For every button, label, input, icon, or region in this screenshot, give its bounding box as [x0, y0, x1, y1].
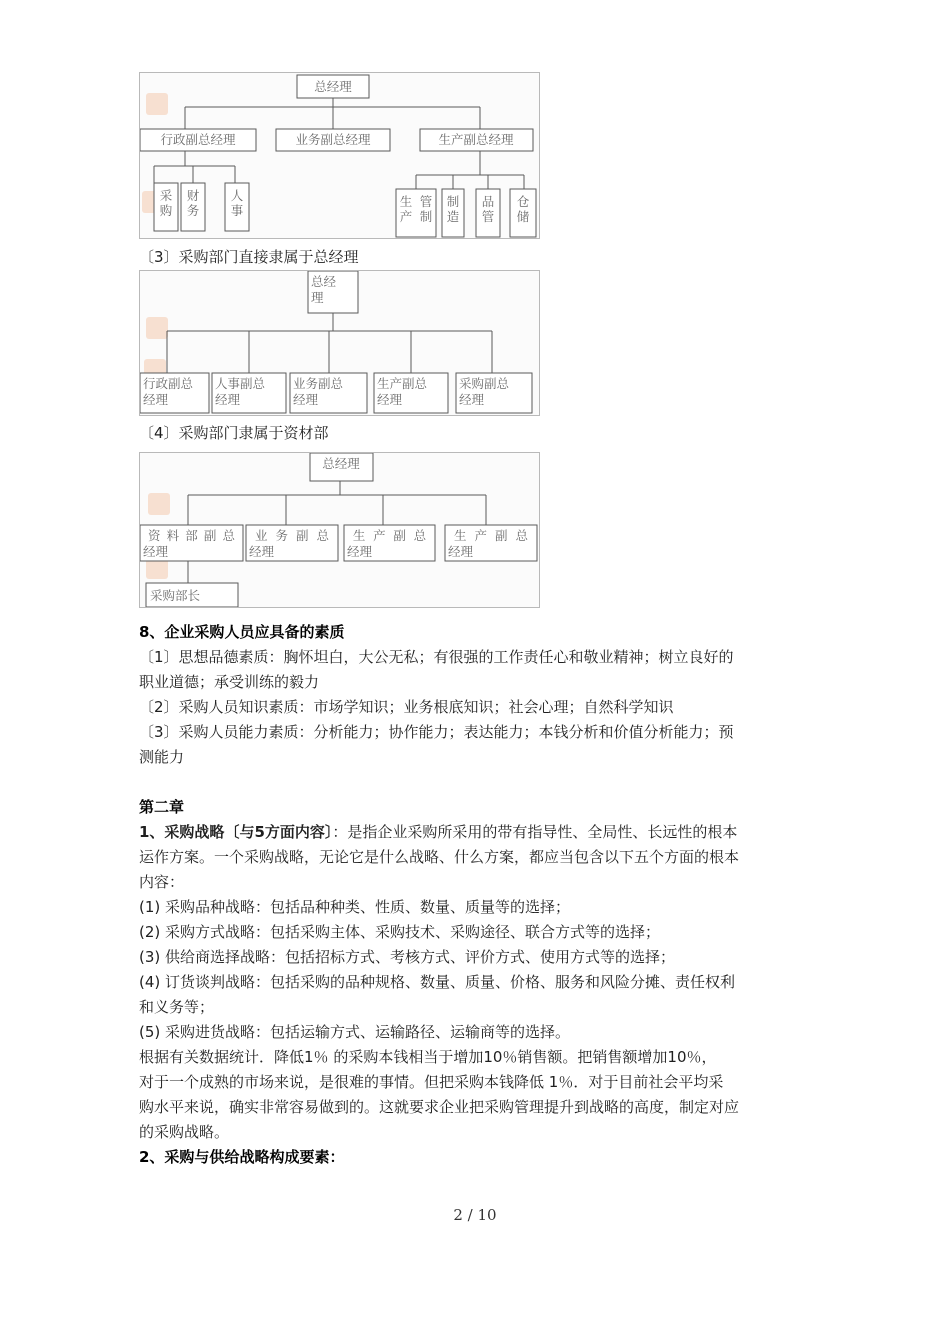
org-node-text: 产 [474, 528, 488, 543]
paragraph-line: 内容： [139, 873, 185, 891]
org-node-dept-vertical [154, 183, 178, 231]
org-node-text: 理 [311, 290, 324, 305]
org-node-vp-wrapped [344, 525, 435, 561]
paragraph-line: 的采购战略。 [139, 1123, 230, 1141]
question-intro: ：是指企业采购所采用的带有指导性、全局性、长远性的根本 [332, 823, 738, 841]
paragraph-line: 〔3〕采购人员能力素质：分析能力；协作能力；表达能力；本钱分析和价值分析能力；预 [139, 723, 734, 741]
org-node-text: 副 [393, 528, 406, 543]
org-node-text: 务 [186, 203, 200, 218]
org-node-dept-vertical [442, 189, 464, 237]
org-node-text: 总 [515, 528, 529, 543]
org-node-root-label: 总经理 [314, 79, 352, 94]
paragraph-line: 运作方案。一个采购战略，无论它是什么战略、什么方案，都应当包含以下五个方面的根本 [139, 848, 740, 866]
org-node-sub-label: 采购部长 [150, 588, 201, 603]
org-node-text: 资 [148, 528, 161, 543]
org-node-text: 总 [413, 528, 427, 543]
org-node-text: 副 [494, 528, 508, 543]
org-node-vp-wrapped [140, 373, 209, 413]
org-chart-1-svg [140, 73, 539, 238]
org-node-vp-wrapped [246, 525, 338, 561]
org-node-vp-wrapped [140, 525, 243, 561]
question-heading: 1、采购战略〔与5方面内容〕 [139, 823, 333, 841]
org-node-text: 经理 [377, 392, 403, 407]
org-node-root-label: 总经理 [322, 456, 360, 471]
org-node-vp-label: 业务副总经理 [295, 132, 371, 147]
list-item: (4) 订货谈判战略：包括采购的品种规格、数量、质量、价格、服务和风险分摊、责任权利 [139, 973, 736, 991]
org-node-text: 总 [316, 528, 330, 543]
org-node-vp-wrapped [445, 525, 537, 561]
org-node-vp-label: 行政副总经理 [160, 132, 236, 147]
org-node-text: 生 [352, 528, 366, 543]
org-node-text: 人 [230, 188, 244, 203]
org-node-text: 务 [275, 528, 289, 543]
paragraph-line: 〔1〕思想品德素质：胸怀坦白，大公无私；有很强的工作责任心和敬业精神；树立良好的 [139, 648, 734, 666]
list-item: (3) 供给商选择战略：包括招标方式、考核方式、评价方式、使用方式等的选择； [139, 948, 676, 966]
paragraph-line: 职业道德；承受训练的毅力 [139, 673, 320, 691]
org-node-text: 储 [516, 209, 530, 224]
org-node-dept-vertical [225, 183, 249, 231]
org-node-text: 人事副总 [215, 376, 266, 391]
org-node-dept-vertical [396, 189, 436, 237]
org-node-text: 经理 [448, 544, 474, 559]
org-node-text: 经理 [249, 544, 275, 559]
org-node-text: 业 [254, 528, 268, 543]
org-node-vp-wrapped [290, 373, 367, 413]
chart-caption: 〔4〕采购部门隶属于资材部 [139, 424, 329, 442]
org-chart-2 [139, 270, 540, 416]
org-node-vp-wrapped [456, 373, 532, 413]
question-heading: 2、采购与供给战略构成要素： [139, 1148, 345, 1166]
org-node-vp-label: 生产副总经理 [438, 132, 514, 147]
org-node-text: 生 [399, 194, 413, 209]
org-node-text: 经理 [459, 392, 485, 407]
org-node-text: 副 [203, 528, 217, 543]
org-node-text: 采购副总 [459, 376, 510, 391]
org-node-text: 总经 [311, 274, 337, 289]
list-item: (1) 采购品种战略：包括品种种类、性质、数量、质量等的选择； [139, 898, 571, 916]
org-node-text: 制 [419, 209, 433, 224]
org-node-text: 生 [453, 528, 467, 543]
org-chart-2-svg [140, 271, 539, 415]
org-node-vp-wrapped [212, 373, 286, 413]
org-node-text: 购 [159, 203, 173, 218]
paragraph-line: 测能力 [139, 748, 185, 766]
org-node-text: 制 [446, 194, 460, 209]
org-node-text: 产 [399, 209, 413, 224]
org-node-dept-vertical [476, 189, 500, 237]
chart-caption: 〔3〕采购部门直接隶属于总经理 [139, 248, 359, 266]
paragraph-line: 根据有关数据统计．降低1％ 的采购本钱相当于增加10％销售额。把销售额增加10％， [139, 1048, 717, 1066]
org-node-text: 经理 [293, 392, 319, 407]
org-node-text: 财 [186, 188, 200, 203]
paragraph-line: 购水平来说，确实非常容易做到的。这就要求企业把采购管理提升到战略的高度，制定对应 [139, 1098, 740, 1116]
org-node-text: 品 [481, 194, 495, 209]
org-node-text: 业务副总 [293, 376, 344, 391]
org-chart-3 [139, 452, 540, 608]
org-node-text: 副 [295, 528, 309, 543]
list-item: 和义务等； [139, 998, 215, 1016]
org-node-text: 仓 [516, 194, 530, 209]
org-node-text: 管 [419, 194, 433, 209]
org-node-text: 产 [373, 528, 386, 543]
paragraph-line: 对于一个成熟的市场来说，是很难的事情。但把采购本钱降低 1％．对于目前社会平均采 [139, 1073, 724, 1091]
org-node-text: 采 [159, 188, 173, 203]
org-node-text: 经理 [143, 392, 169, 407]
org-node-vp-wrapped [374, 373, 448, 413]
org-node-text: 经理 [347, 544, 373, 559]
org-node-text: 料 [166, 528, 180, 543]
list-item: (2) 采购方式战略：包括采购主体、采购技术、采购途径、联合方式等的选择； [139, 923, 661, 941]
org-node-text: 造 [446, 209, 460, 224]
page-number: 2 / 10 [453, 1206, 497, 1224]
paragraph-line: 〔2〕采购人员知识素质：市场学知识；业务根底知识；社会心理；自然科学知识 [139, 698, 674, 716]
org-node-text: 经理 [215, 392, 241, 407]
org-node-text: 生产副总 [377, 376, 428, 391]
org-node-text: 经理 [143, 544, 169, 559]
org-chart-3-svg [140, 453, 539, 607]
org-node-text: 管 [481, 209, 495, 224]
org-node-dept-vertical [510, 189, 536, 237]
org-node-text: 行政副总 [143, 376, 194, 391]
chapter-heading: 第二章 [139, 798, 185, 816]
org-node-text: 总 [222, 528, 235, 543]
org-node-text: 部 [185, 528, 198, 543]
org-node-dept-vertical [181, 183, 205, 231]
section-heading: 8、企业采购人员应具备的素质 [139, 623, 345, 641]
paragraph-line [139, 820, 819, 845]
org-chart-1 [139, 72, 540, 239]
list-item: (5) 采购进货战略：包括运输方式、运输路径、运输商等的选择。 [139, 1023, 571, 1041]
org-node-text: 事 [230, 203, 244, 218]
